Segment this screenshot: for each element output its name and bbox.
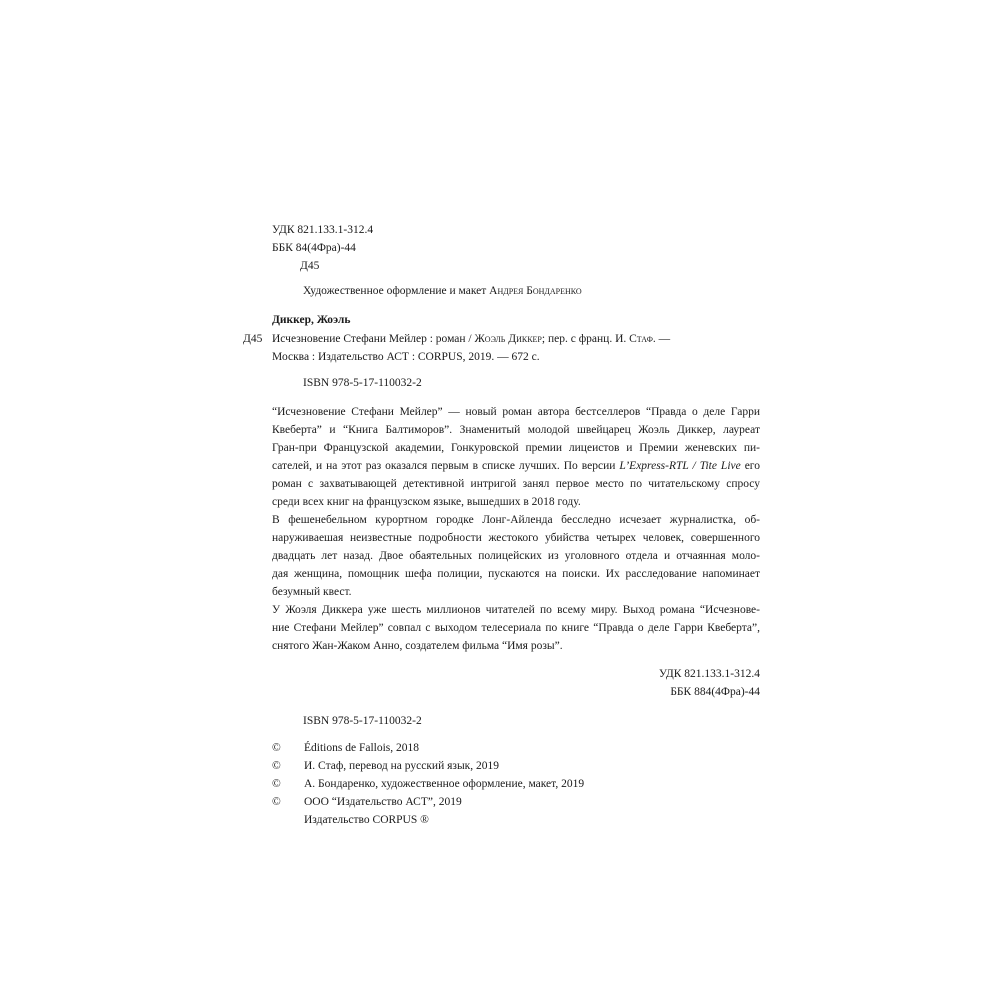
copyright-item: А. Бондаренко, художественное оформление, макет, 2019 <box>304 778 585 790</box>
isbn-footer: ISBN 978-5-17-110032-2 <box>303 715 422 727</box>
copyright-item: ООО “Издательство АСТ”, 2019 <box>304 796 462 808</box>
author-name: Жоэль Диккер <box>474 333 542 345</box>
annotation-line: У Жоэля Диккера уже шесть миллионов читателей по всему миру. Выход романа “Исчезнове- <box>272 604 760 616</box>
copyright-item: И. Стаф, перевод на русский язык, 2019 <box>304 760 500 772</box>
design-credit-name: Андрея Бондаренко <box>489 285 582 297</box>
annotation-line: ние Стефани Мейлер” совпал с выходом телесериала по книге “Правда о деле Гарри Квеберта”, <box>272 622 760 634</box>
source-name: L’Express-RTL / Tite Live <box>619 460 741 472</box>
bbk-code: ББК 84(4Фра)-44 <box>272 242 356 254</box>
dash: . — <box>652 333 671 345</box>
annotation-line: роман с захватывающей детективной интригой занял первое место по читательскому спросу <box>272 478 760 490</box>
annotation-text: сателей, и на этот раз оказался первым в списке лучших. По версии <box>272 460 620 472</box>
udk-code: УДК 821.133.1-312.4 <box>272 224 374 236</box>
annotation-line: дая женщина, помощник шефа полиции, пускаются на поиски. Их расследование напоминает <box>272 568 760 580</box>
copyright-symbol: © <box>272 760 281 772</box>
bibliography-line-1 <box>272 330 670 348</box>
translation-note: ; пер. с франц. <box>541 333 616 345</box>
author-sign-code: Д45 <box>300 260 320 272</box>
design-credit <box>303 282 582 300</box>
udk-footer: УДК 821.133.1-312.4 <box>658 668 760 680</box>
annotation-line: среди всех книг на французском языке, вышедших в 2018 году. <box>272 496 581 508</box>
design-credit-text: Художественное оформление и макет <box>303 285 490 297</box>
annotation-line: наруживаешая неизвестные подробности жестокого убийства четырех человек, совершенного <box>272 532 760 544</box>
annotation-line: Гран-при Французской академии, Гонкуровской премии лицеистов и Премии женевских пи- <box>272 442 760 454</box>
publisher-imprint: Издательство CORPUS ® <box>304 814 429 826</box>
annotation-line: В фешенебельном курортном городке Лонг-Айленда бесследно исчезает журналистка, об- <box>272 514 760 526</box>
copyright-symbol: © <box>272 742 281 754</box>
annotation-line: Квеберта” и “Книга Балтиморов”. Знаменитый молодой швейцарец Жоэль Диккер, лауреат <box>272 424 760 436</box>
annotation-line: безумный квест. <box>272 586 352 598</box>
annotation-line: снятого Жан-Жаком Анно, создателем фильма “Имя розы”. <box>272 640 563 652</box>
title-description: Исчезновение Стефани Мейлер : роман / <box>272 333 475 345</box>
annotation-line: двадцать лет назад. Двое обаятельных полицейских из уголовного отдела и отчаянная моло- <box>272 550 760 562</box>
isbn-main: ISBN 978-5-17-110032-2 <box>303 377 422 389</box>
bbk-footer: ББК 884(4Фра)-44 <box>670 686 760 698</box>
copyright-symbol: © <box>272 796 281 808</box>
annotation-line <box>272 457 760 475</box>
bibliography-code: Д45 <box>243 333 263 345</box>
author-heading: Диккер, Жоэль <box>272 314 351 326</box>
copyright-symbol: © <box>272 778 281 790</box>
bibliography-line-2: Москва : Издательство АСТ : CORPUS, 2019. — 672 с. <box>272 351 540 363</box>
translator-name: И. Стаф <box>615 333 653 345</box>
annotation-text: его <box>740 460 760 472</box>
copyright-item: Éditions de Fallois, 2018 <box>304 742 419 754</box>
annotation-line: “Исчезновение Стефани Мейлер” — новый роман автора бестселлеров “Правда о деле Гарри <box>272 406 760 418</box>
